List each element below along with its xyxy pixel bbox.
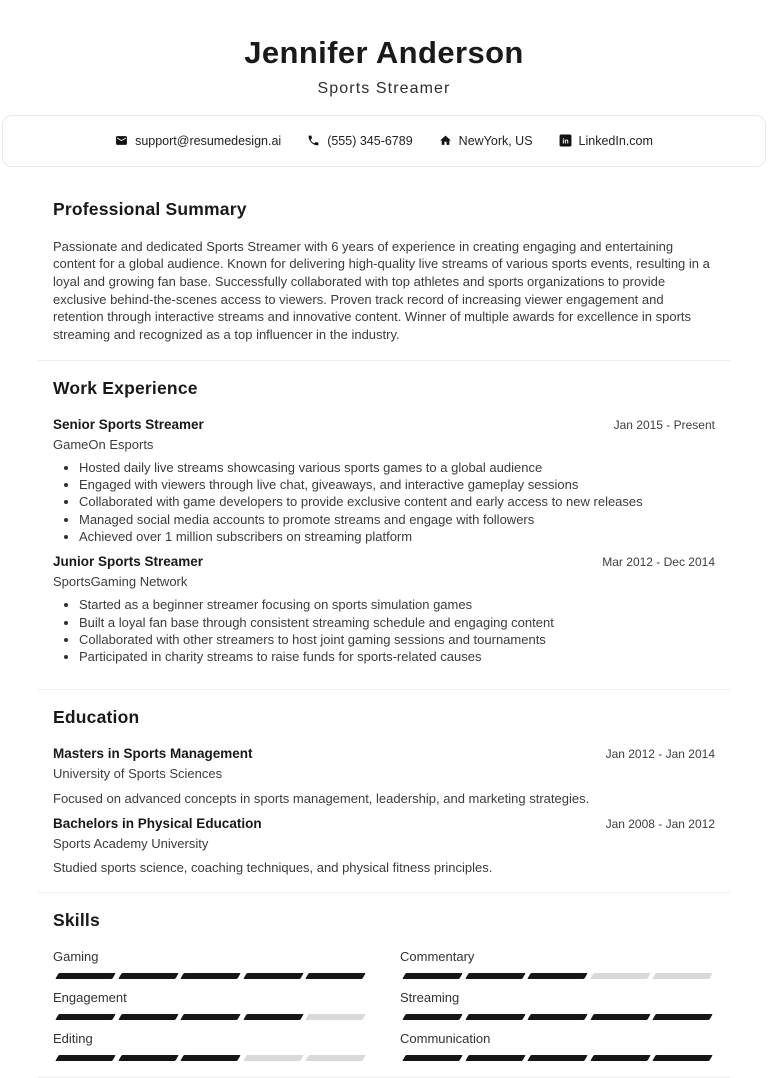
contact-linkedin-text: LinkedIn.com <box>578 133 653 148</box>
linkedin-icon <box>559 134 572 147</box>
job-bullet: • Achieved over 1 million subscribers on streaming platform <box>79 528 715 545</box>
skill-segment-filled <box>527 973 587 979</box>
skill-name: Engagement <box>53 990 127 1006</box>
skill-segment-filled <box>306 973 366 979</box>
skill-level-bar <box>400 1055 715 1061</box>
experience-heading: Work Experience <box>53 377 198 398</box>
section-professional-summary <box>0 167 768 360</box>
job-entry <box>53 554 715 665</box>
job-bullet: • Hosted daily live streams showcasing various sports games to a global audience <box>79 459 715 476</box>
skill-item <box>53 1031 368 1061</box>
education-degree: Masters in Sports Management <box>53 746 253 762</box>
education-dates: Jan 2012 - Jan 2014 <box>605 747 715 762</box>
skill-segment-filled <box>118 973 178 979</box>
skill-item <box>400 949 715 979</box>
skill-segment-empty <box>306 1014 366 1020</box>
job-bullets <box>53 596 715 665</box>
skill-segment-filled <box>55 1014 115 1020</box>
section-work-experience <box>0 361 768 690</box>
skill-segment-empty <box>653 973 713 979</box>
contact-phone-text: (555) 345-6789 <box>327 133 413 148</box>
skill-name: Gaming <box>53 949 99 965</box>
skill-segment-filled <box>653 1014 713 1020</box>
skill-segment-filled <box>243 1014 303 1020</box>
skill-level-bar <box>400 973 715 979</box>
skill-segment-filled <box>118 1055 178 1061</box>
skill-name: Commentary <box>400 949 475 965</box>
resume-header <box>0 0 768 98</box>
skill-segment-filled <box>465 1014 525 1020</box>
skill-level-bar <box>53 973 368 979</box>
skill-name: Editing <box>53 1031 93 1047</box>
job-bullet: • Collaborated with game developers to provide exclusive content and early access to new releases <box>79 493 715 510</box>
skill-segment-filled <box>653 1055 713 1061</box>
skill-segment-filled <box>402 1055 462 1061</box>
contact-linkedin <box>559 134 653 148</box>
education-heading: Education <box>53 707 140 728</box>
job-bullet: • Started as a beginner streamer focusing on sports simulation games <box>79 596 715 613</box>
summary-heading: Professional Summary <box>53 198 247 219</box>
contact-location-text: NewYork, US <box>458 133 533 148</box>
job-bullet: • Participated in charity streams to raise funds for sports-related causes <box>79 648 715 665</box>
contact-bar <box>2 115 766 167</box>
skill-segment-filled <box>465 1055 525 1061</box>
job-bullet: • Built a loyal fan base through consistent streaming schedule and engaging content <box>79 614 715 631</box>
skill-item <box>400 1031 715 1061</box>
education-school: Sports Academy University <box>53 835 209 851</box>
skill-segment-filled <box>465 973 525 979</box>
skill-segment-filled <box>118 1014 178 1020</box>
candidate-title: Sports Streamer <box>317 79 451 97</box>
job-title: Junior Sports Streamer <box>53 554 204 570</box>
job-company: GameOn Esports <box>53 436 154 452</box>
skill-segment-empty <box>306 1055 366 1061</box>
svg-text:in: in <box>561 138 569 146</box>
skill-name: Streaming <box>400 990 460 1006</box>
skill-item <box>400 990 715 1020</box>
summary-text: Passionate and dedicated Sports Streamer with 6 years of experience in creating engaging and entertaining content for a global audience. Known for delivering high-quality live streams of various sports events, resulting in a loyal and growing fan base. Successfully collaborated with top athletes and sports organizations to provide exclusive behind-the-scenes access to viewers. Proven track record of increasing viewer engagement and retention through interactive streams and innovative content. Winner of multiple awards for excellence in sports streaming and recognized as a top influencer in the industry. <box>53 238 710 342</box>
section-education <box>0 690 768 892</box>
education-school: University of Sports Sciences <box>53 766 223 782</box>
skill-segment-filled <box>402 1014 462 1020</box>
job-dates: Jan 2015 - Present <box>613 417 715 432</box>
skill-segment-filled <box>527 1014 587 1020</box>
job-title: Senior Sports Streamer <box>53 416 204 432</box>
job-entry-header <box>53 554 715 571</box>
jobs-list <box>53 417 715 666</box>
section-skills <box>0 893 768 1077</box>
job-entry <box>53 417 715 546</box>
home-icon <box>439 134 452 147</box>
skill-level-bar <box>53 1014 368 1020</box>
job-bullets <box>53 459 715 545</box>
education-dates: Jan 2008 - Jan 2012 <box>605 816 715 831</box>
education-list <box>53 746 715 876</box>
candidate-name: Jennifer Anderson <box>244 35 524 70</box>
job-bullet: • Collaborated with other streamers to host joint gaming sessions and tournaments <box>79 631 715 648</box>
skill-name: Communication <box>400 1031 491 1047</box>
education-entry-header <box>53 746 715 763</box>
skill-segment-filled <box>180 973 240 979</box>
contact-location <box>439 134 533 148</box>
skill-level-bar <box>400 1014 715 1020</box>
skill-item <box>53 990 368 1020</box>
skills-heading: Skills <box>53 910 100 931</box>
education-entry-header <box>53 816 715 833</box>
skill-segment-filled <box>527 1055 587 1061</box>
skill-segment-filled <box>590 1014 650 1020</box>
skill-level-bar <box>53 1055 368 1061</box>
job-bullet: • Engaged with viewers through live chat, giveaways, and interactive gameplay sessions <box>79 476 715 493</box>
contact-email <box>115 134 281 148</box>
skill-segment-filled <box>243 973 303 979</box>
phone-icon <box>307 134 320 147</box>
job-dates: Mar 2012 - Dec 2014 <box>602 555 715 570</box>
education-entry <box>53 816 715 876</box>
skill-segment-filled <box>402 973 462 979</box>
email-icon <box>115 134 128 147</box>
skills-grid <box>53 949 715 1061</box>
contact-phone <box>307 134 412 148</box>
skill-item <box>53 949 368 979</box>
skill-segment-filled <box>590 1055 650 1061</box>
job-entry-header <box>53 417 715 434</box>
skill-segment-empty <box>590 973 650 979</box>
skill-segment-filled <box>180 1014 240 1020</box>
education-degree: Bachelors in Physical Education <box>53 815 262 831</box>
education-description: Studied sports science, coaching techniques, and physical fitness principles. <box>53 859 493 875</box>
job-bullet: • Managed social media accounts to promote streams and engage with followers <box>79 511 715 528</box>
contact-email-text: support@resumedesign.ai <box>135 133 282 148</box>
job-company: SportsGaming Network <box>53 574 188 590</box>
skill-segment-filled <box>55 973 115 979</box>
education-entry <box>53 746 715 806</box>
skill-segment-filled <box>55 1055 115 1061</box>
education-description: Focused on advanced concepts in sports management, leadership, and marketing strategies. <box>53 790 590 806</box>
skill-segment-filled <box>180 1055 240 1061</box>
skill-segment-empty <box>243 1055 303 1061</box>
